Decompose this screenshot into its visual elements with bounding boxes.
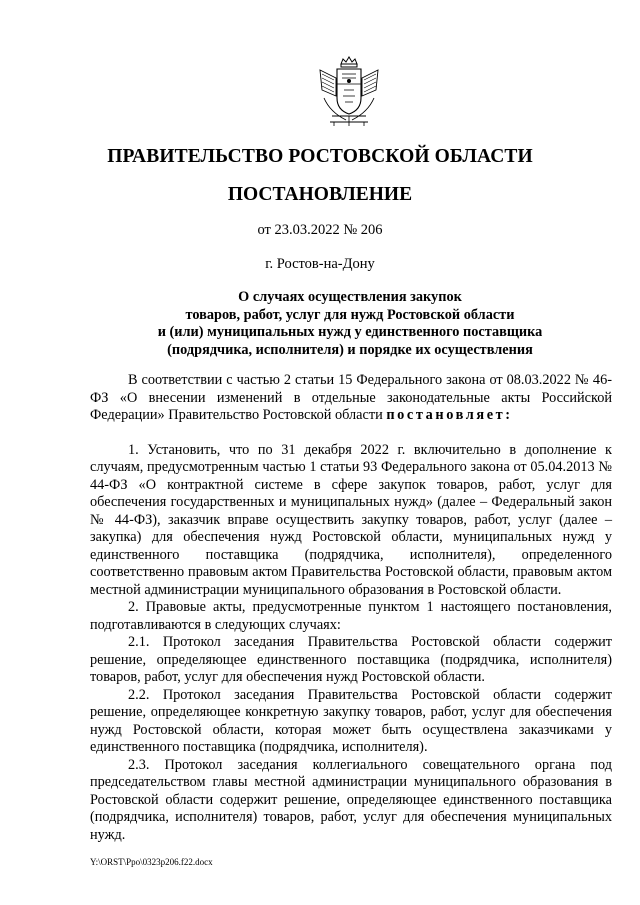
subject-line: (подрядчика, исполнителя) и порядке их осуществления [167,341,533,358]
document-body [90,372,612,844]
government-title: ПРАВИТЕЛЬСТВО РОСТОВСКОЙ ОБЛАСТИ [107,146,533,167]
subject-line: О случаях осуществления закупок [238,289,462,305]
document-type-title: ПОСТАНОВЛЕНИЕ [227,184,413,205]
preamble-text: В соответствии с частью 2 статьи 15 Федерального закона от 08.03.2022 № 46-ФЗ «О внесении изменений в отдельные законодательные акты Российской Федерации» Правительство Ростовской области [90,372,612,423]
preamble-paragraph [90,372,612,425]
subject-line: товаров, работ, услуг для нужд Ростовской области [185,306,515,323]
file-path-footer: Y:\ORST\Ppo\0323p206.f22.docx [90,857,213,867]
paragraph-2-3: 2.3. Протокол заседания коллегиального совещательного органа под председательством главы местной администрации муниципального образования в Ростовской области содержит решение, определяющее единственного поставщика (подрядчика, исполнителя) товаров, работ, услуг для обеспечения муниципальных нужд. [90,756,612,843]
document-subject [90,289,610,359]
subject-line: и (или) муниципальных нужд у единственного поставщика [157,324,543,340]
paragraph-2-2: 2.2. Протокол заседания Правительства Ростовской области содержит решение, определяющее конкретную закупку товаров, работ, услуг для обеспечения нужд Ростовской области, которая может быть осуществлена заказчиками у единственного поставщика (подрядчика, исполнителя). [90,686,612,755]
coat-of-arms-icon [316,56,382,128]
paragraph-2-1: 2.1. Протокол заседания Правительства Ростовской области содержит решение, определяющее единственного поставщика (подрядчика, исполнителя) товаров, работ, услуг для обеспечения нужд Ростовской области. [90,634,612,685]
paragraph-2: 2. Правовые акты, предусмотренные пунктом 1 настоящего постановления, подготавливаются в следующих случаях: [90,599,612,633]
resolves-word: постановляет: [386,407,513,423]
city-line: г. Ростов-на-Дону [265,256,375,272]
paragraph-1: 1. Установить, что по 31 декабря 2022 г. включительно в дополнение к случаям, предусмотренным частью 1 статьи 93 Федерального закона от 05.04.2013 № 44-ФЗ «О контрактной системе в сфере закупок товаров, работ, услуг для обеспечения государственных и муниципальных нужд» (далее – Федеральный закон № 44-ФЗ), заказчик вправе осуществить закупку товаров, работ, услуг (далее – закупка) для обеспечения нужд Ростовской области, муниципальных нужд у единственного поставщика (подрядчика, исполнителя), определенного соответственно правовым актом Правительства Ростовской области, правовым актом местной администрации муниципального образования в Ростовской области. [90,441,612,598]
date-and-number: от 23.03.2022 № 206 [257,222,383,238]
